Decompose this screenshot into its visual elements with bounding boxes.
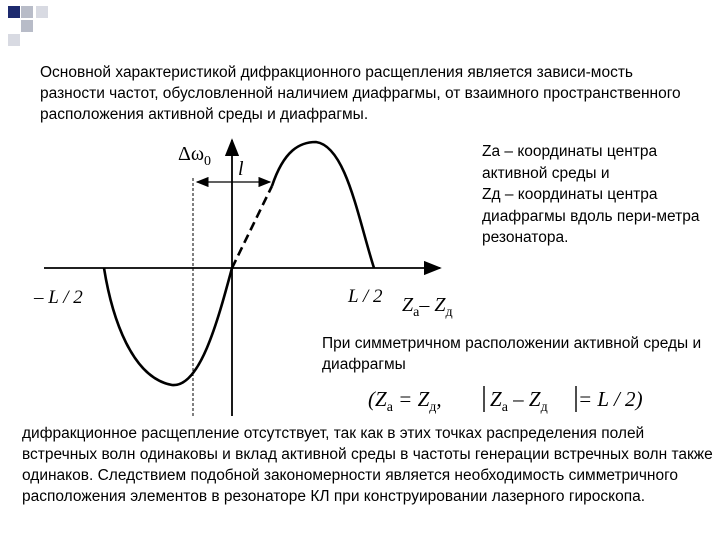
symmetry-note: При симметричном расположении активной среды и диафрагмы xyxy=(322,335,702,373)
symmetry-equation xyxy=(366,382,666,416)
zd-symbol: Zд xyxy=(482,186,501,203)
x-axis-label: $Z_а-$ $Z_д$ xyxy=(402,294,453,320)
curve-left-lobe xyxy=(104,268,232,385)
za-symbol: Zа xyxy=(482,143,501,160)
left-tick-label: – L / 2 xyxy=(34,287,83,308)
conclusion-paragraph: дифракционное расщепление отсутствует, так как в этих точках распределения полей встречных волн одинаковы и вклад активной среды в частоты генерации встречных волн также одинаков. Следствием подобной закономерности является необходимость симметричного расположения элементов в резонаторе КЛ при конструировании лазерного гироскопа. xyxy=(22,425,713,505)
curve-right-lobe xyxy=(272,142,374,268)
curve-dashed-segment xyxy=(232,186,272,268)
svg-text:Zа – Zд: $Z_а - Z_д$ xyxy=(490,387,548,415)
svg-text:= L / 2): = L / 2) xyxy=(578,387,643,411)
zd-description: – координаты центра диафрагмы вдоль пери-метра резонатора. xyxy=(482,186,700,246)
coordinate-note xyxy=(482,141,712,249)
right-tick-label: L / 2 xyxy=(348,286,383,307)
y-axis-label: $\Delta\omega_0$ xyxy=(178,143,212,169)
svg-text:(Zа = Zд,: ($Z_а = Z_д$, xyxy=(368,387,442,415)
intro-paragraph: Основной характеристикой дифракционного расщепления является зависи-мость разности частот, обусловленной наличием диафрагмы, от взаимного пространственного расположения активной среды и диафрагмы. xyxy=(40,64,681,123)
za-description: – координаты центра активной среды и xyxy=(482,143,658,182)
l-label: l xyxy=(238,158,244,180)
